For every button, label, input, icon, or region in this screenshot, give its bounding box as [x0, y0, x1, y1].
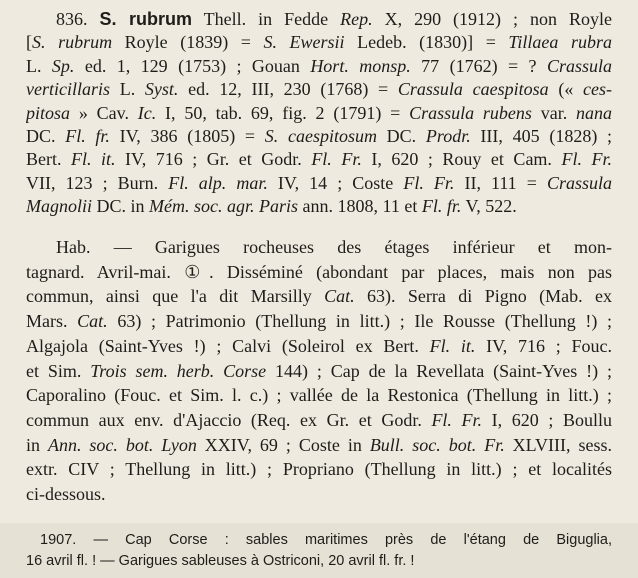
text-run: 16 avril fl. ! — Garigues sableuses à Ostriconi, 20 avril fl. fr. !: [26, 553, 415, 569]
italic-text: Bull. soc. bot. Fr.: [369, 434, 505, 455]
text-run: L.: [26, 55, 52, 76]
text-run: Algajola (Saint-Yves !) ; Calvi (Soleirol ex Bert.: [26, 335, 430, 356]
text-run: III, 405 (1828) ;: [470, 126, 612, 146]
text-run: ed. 12, III, 230 (1768) =: [178, 79, 398, 100]
entry-line: [26, 8, 612, 30]
text-run: II, 111 =: [454, 172, 547, 193]
italic-text: Sp.: [51, 55, 75, 76]
entry-line: [26, 31, 612, 53]
italic-text: Fl. it.: [429, 335, 476, 356]
italic-text: Ann. soc. bot. Lyon: [47, 434, 197, 455]
habitat-line: [26, 434, 612, 456]
species-name: S. rubrum: [99, 9, 192, 29]
italic-text: Fl. Fr.: [311, 149, 362, 170]
text-run: » Cav.: [70, 102, 138, 123]
entry-number: 836.: [56, 9, 100, 29]
text-run: in: [26, 434, 48, 455]
habitat-line: [56, 236, 612, 258]
text-run: IV, 386 (1805) =: [109, 126, 265, 146]
italic-text: S. rubrum: [32, 32, 113, 53]
italic-text: verticillaris: [26, 79, 110, 100]
italic-text: Ic.: [137, 102, 157, 123]
italic-text: pitosa: [26, 102, 71, 123]
italic-text: ces-: [583, 79, 612, 100]
text-run: 63) ; Patrimonio (Thellung in litt.) ; Ile Rousse (Thellung !) ;: [107, 311, 612, 332]
text-run: 144) ; Cap de la Revellata (Saint-Yves !) ;: [266, 360, 612, 381]
text-run: ci-dessous.: [26, 484, 106, 504]
italic-text: S. Ewersii: [263, 32, 345, 53]
italic-text: Crassula: [546, 172, 612, 193]
entry-line: [26, 102, 612, 124]
entry-line: [26, 78, 612, 100]
entry-line: [26, 195, 612, 217]
habitat-line: [26, 360, 612, 382]
text-run: I, 620 ; Boullu: [482, 409, 612, 430]
text-run: DC. in: [92, 196, 150, 217]
text-run: Caporalino (Fouc. et Sim. l. c.) ; vallée de la Restonica (Thellung in litt.) ;: [26, 385, 612, 406]
text-run: X, 290 (1912) ; non Royle: [372, 9, 612, 29]
text-run: 63). Serra di Pigno (Mab. ex: [354, 286, 612, 307]
text-run: extr. CIV ; Thellung in litt.) ; Propriano (Thellung in litt.) ; et localités: [26, 459, 612, 480]
italic-text: nana: [576, 102, 612, 123]
text-run: L.: [110, 79, 145, 100]
habitat-line: [26, 261, 612, 283]
italic-text: S. caespitosum: [264, 126, 377, 146]
text-run: Thell. in Fedde: [203, 9, 341, 29]
text-run: commun aux env. d'Ajaccio (Req. ex Gr. et Godr.: [26, 409, 432, 430]
habitat-line: [26, 335, 612, 357]
italic-text: Fl. Fr.: [431, 409, 483, 430]
text-run: Bert.: [26, 149, 72, 170]
text-run: XXIV, 69 ; Coste in: [196, 434, 370, 455]
habitat-line: [26, 384, 612, 406]
text-run: DC.: [26, 126, 66, 146]
italic-text: Prodr.: [425, 126, 471, 146]
entry-line: [26, 148, 612, 170]
habitat-line: [26, 458, 612, 480]
habitat-line: [26, 409, 612, 431]
text-run: 77 (1762) = ?: [410, 55, 547, 76]
text-run: IV, 14 ; Coste: [267, 172, 404, 193]
italic-text: Syst.: [144, 79, 179, 100]
italic-text: Cat.: [324, 286, 355, 307]
text-run: DC.: [376, 126, 426, 146]
text-run: Mars.: [26, 311, 78, 332]
italic-text: Cat.: [77, 311, 108, 332]
text-run: I, 50, tab. 69, fig. 2 (1791) =: [156, 102, 410, 123]
footnote-block: [0, 523, 638, 578]
text-run: tagnard. Avril-mai. ①. Disséminé (abondant par places, mais non pas: [26, 261, 612, 282]
entry-line: [26, 172, 612, 194]
habitat-line: [26, 483, 612, 505]
text-run: 1907. — Cap Corse : sables maritimes près de l'étang de Biguglia,: [40, 532, 612, 548]
italic-text: Rep.: [340, 9, 373, 29]
text-run: XLVIII, sess.: [504, 434, 612, 455]
text-run: («: [548, 79, 584, 100]
entry-line: [26, 125, 612, 147]
text-run: V, 522.: [461, 196, 517, 217]
habitat-line: [26, 285, 612, 307]
text-run: Ledeb. (1830)] =: [344, 32, 509, 53]
italic-text: Fl. alp. mar.: [168, 172, 268, 193]
italic-text: Crassula caespitosa: [397, 79, 549, 100]
footnote-line: [40, 530, 612, 550]
italic-text: Fl. Fr.: [403, 172, 455, 193]
text-run: I, 620 ; Rouy et Cam.: [361, 149, 562, 170]
habitat-line: [26, 310, 612, 332]
italic-text: Crassula rubens: [409, 102, 532, 123]
italic-text: Fl. fr.: [65, 126, 110, 146]
italic-text: Crassula: [546, 55, 612, 76]
italic-text: Trois sem. herb. Corse: [90, 360, 267, 381]
italic-text: Tillaea rubra: [508, 32, 612, 53]
italic-text: Fl. Fr.: [561, 149, 612, 170]
text-run: ed. 1, 129 (1753) ; Gouan: [74, 55, 311, 76]
text-run: ann. 1808, 11 et: [298, 196, 422, 217]
text-run: IV, 716 ; Gr. et Godr.: [115, 149, 312, 170]
italic-text: Fl. it.: [71, 149, 116, 170]
italic-text: Hort. monsp.: [310, 55, 411, 76]
text-run: commun, ainsi que l'a dit Marsilly: [26, 286, 325, 307]
entry-line: [26, 55, 612, 77]
text-run: var.: [531, 102, 576, 123]
text-run: Hab. — Garigues rocheuses des étages inférieur et mon-: [56, 237, 612, 257]
italic-text: Magnolii: [26, 196, 92, 217]
text-run: IV, 716 ; Fouc.: [475, 335, 612, 356]
italic-text: Mém. soc. agr. Paris: [149, 196, 299, 217]
footnote-line: [26, 551, 612, 571]
text-run: et Sim.: [26, 360, 91, 381]
text-run: Royle (1839) =: [112, 32, 264, 53]
text-run: VII, 123 ; Burn.: [26, 172, 169, 193]
italic-text: Fl. fr.: [421, 196, 462, 217]
text-run: [: [26, 32, 32, 53]
